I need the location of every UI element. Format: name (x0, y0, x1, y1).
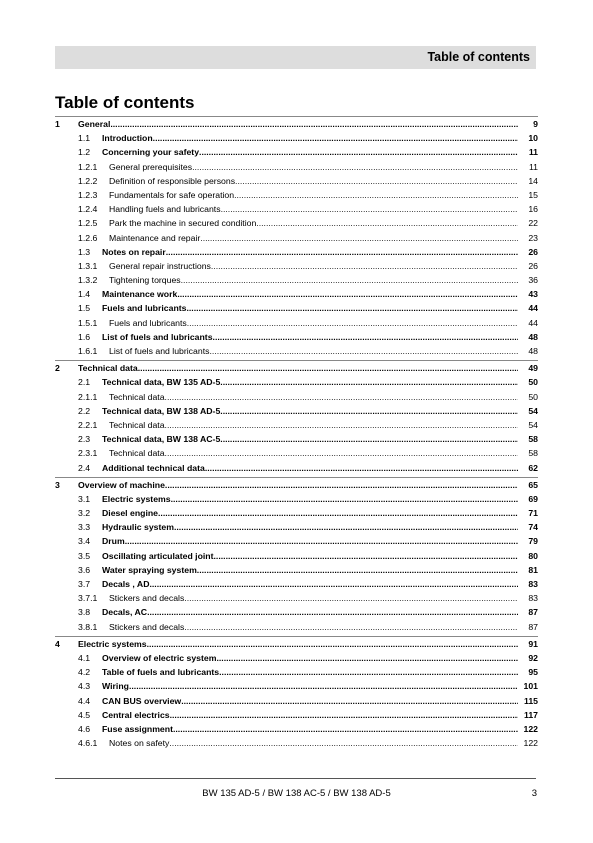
toc-entry-label: List of fuels and lubricants (109, 346, 210, 356)
toc-entry-4-1[interactable] (55, 651, 538, 665)
dot-leader (205, 461, 518, 475)
toc-entry-3-1[interactable] (55, 492, 538, 506)
toc-entry-label: Wiring (102, 681, 129, 692)
toc-entry-page: 117 (523, 709, 538, 720)
toc-entry-label: Diesel engine (102, 508, 159, 519)
toc-entry-label: Fuels and lubricants (102, 303, 187, 314)
toc-entry-number: 1.3 (78, 246, 91, 257)
toc-entry-3-2[interactable] (55, 506, 538, 520)
toc-entry-page: 22 (528, 218, 538, 229)
toc-entry-page: 62 (528, 462, 538, 473)
toc-entry-page: 80 (528, 550, 538, 561)
footer-divider (55, 778, 536, 779)
toc-entry-page: 69 (528, 493, 538, 504)
toc-entry-page: 43 (528, 289, 538, 300)
toc-entry-label: Technical data (78, 363, 138, 374)
toc-entry-2-4[interactable] (55, 461, 538, 475)
dot-leader (174, 520, 518, 534)
dot-leader (186, 301, 518, 315)
toc-entry-2-3[interactable] (55, 432, 538, 446)
toc-entry-number: 1.2.6 (78, 232, 98, 243)
toc-entry-4-4[interactable] (55, 694, 538, 708)
toc-entry-page: 87 (528, 621, 538, 632)
toc-entry-number: 3.8.1 (78, 621, 98, 632)
toc-entry-label: Table of fuels and lubricants (102, 667, 220, 678)
toc-entry-1-6-1[interactable] (55, 344, 538, 358)
toc-entry-number: 1.3.2 (78, 275, 98, 286)
toc-entry-page: 95 (528, 667, 538, 678)
toc-entry-page: 91 (528, 638, 538, 649)
dot-leader (177, 287, 518, 301)
toc-entry-number: 4.3 (78, 681, 91, 692)
toc-entry-label: Technical data, BW 138 AC-5 (102, 434, 221, 445)
toc-entry-2-2-1[interactable] (55, 418, 538, 432)
toc-entry-page: 122 (523, 738, 538, 749)
toc-entry-number: 2.3.1 (78, 448, 98, 459)
dot-leader (149, 577, 518, 591)
toc-entry-number: 2.1 (78, 377, 91, 388)
toc-entry-page: 101 (523, 681, 538, 692)
toc-entry-number: 1.2.1 (78, 161, 98, 172)
dot-leader (125, 534, 518, 548)
toc-entry-1-2-3[interactable] (55, 188, 538, 202)
dot-leader (184, 591, 518, 605)
toc-entry-label: Stickers and decals (109, 593, 185, 604)
toc-entry-number: 4.6.1 (78, 738, 98, 749)
toc-entry-page: 48 (528, 346, 538, 356)
toc-entry-label: Hydraulic system (102, 522, 174, 533)
toc-entry-4-3[interactable] (55, 679, 538, 693)
dot-leader (110, 117, 518, 131)
toc-entry-page: 83 (528, 579, 538, 589)
footer-page-number: 3 (531, 788, 537, 799)
toc-entry-number: 4.6 (78, 723, 91, 734)
toc-entry-label: Fuels and lubricants (109, 317, 187, 328)
toc-entry-3-5[interactable] (55, 549, 538, 563)
dot-leader (219, 665, 518, 679)
toc-entry-number: 3.5 (78, 550, 91, 561)
toc-entry-4[interactable] (55, 636, 538, 651)
toc-entry-number: 4.5 (78, 709, 91, 720)
toc-entry-page: 50 (528, 391, 538, 402)
dot-leader (211, 259, 518, 273)
toc-entry-page: 16 (528, 204, 538, 215)
dot-leader (235, 174, 518, 188)
dot-leader (165, 446, 518, 460)
toc-entry-page: 122 (523, 723, 538, 734)
toc-entry-number: 3.1 (78, 493, 91, 504)
toc-entry-2-2[interactable] (55, 404, 538, 418)
dot-leader (184, 620, 518, 634)
toc-entry-number: 1.5 (78, 303, 91, 314)
toc-entry-number: 3.6 (78, 564, 91, 575)
toc-entry-number: 4 (55, 638, 60, 649)
toc-entry-1-5[interactable] (55, 301, 538, 315)
toc-entry-1-2-6[interactable] (55, 231, 538, 245)
toc-entry-label: Technical data (109, 419, 165, 430)
toc-entry-number: 3.7.1 (78, 593, 98, 604)
dot-leader (138, 361, 518, 375)
toc-entry-label: Water spraying system (102, 564, 197, 575)
toc-entry-label: Technical data (109, 391, 165, 402)
dot-leader (209, 344, 518, 358)
dot-leader (214, 549, 518, 563)
toc-entry-page: 74 (528, 522, 538, 533)
dot-leader (192, 160, 518, 174)
toc-entry-label: Technical data, BW 135 AD-5 (102, 377, 221, 388)
toc-entry-page: 65 (528, 479, 538, 490)
toc-entry-number: 2.4 (78, 462, 91, 473)
page-title: Table of contents (55, 93, 195, 112)
toc-entry-1-1[interactable] (55, 131, 538, 145)
toc-entry-3-3[interactable] (55, 520, 538, 534)
toc-entry-number: 2 (55, 363, 60, 374)
toc-entry-1-2-1[interactable] (55, 160, 538, 174)
toc-entry-page: 26 (528, 246, 538, 257)
toc-entry-number: 2.2.1 (78, 419, 98, 430)
toc-entry-page: 87 (528, 607, 538, 618)
toc-entry-page: 71 (528, 508, 538, 519)
toc-entry-page: 9 (533, 119, 538, 129)
dot-leader (165, 478, 518, 492)
toc-entry-1-5-1[interactable] (55, 316, 538, 330)
toc-entry-number: 1.5.1 (78, 317, 98, 328)
toc-entry-label: Notes on safety (109, 738, 170, 749)
footer-models: BW 135 AD-5 / BW 138 AC-5 / BW 138 AD-5 (202, 788, 391, 799)
toc-entry-number: 1.6 (78, 331, 91, 342)
toc-entry-page: 10 (528, 133, 538, 144)
toc-entry-number: 3.7 (78, 579, 91, 589)
toc-entry-label: Oscillating articulated joint (102, 550, 214, 561)
dot-leader (220, 432, 518, 446)
toc-entry-number: 1.2.2 (78, 175, 98, 186)
toc-entry-2-3-1[interactable] (55, 446, 538, 460)
toc-entry-label: Electric systems (102, 493, 171, 504)
toc-entry-3[interactable] (55, 477, 538, 492)
toc-entry-label: Maintenance work (102, 289, 178, 300)
dot-leader (187, 316, 518, 330)
toc-entry-label: Notes on repair (102, 246, 166, 257)
dot-leader (216, 651, 518, 665)
toc-entry-number: 4.1 (78, 652, 91, 663)
toc-entry-2-1[interactable] (55, 375, 538, 389)
header-bar (55, 46, 536, 69)
toc-entry-4-6[interactable] (55, 722, 538, 736)
dot-leader (199, 145, 518, 159)
dot-leader (147, 605, 518, 619)
toc-entry-label: Electric systems (78, 638, 147, 649)
toc-entry-1-2[interactable] (55, 145, 538, 159)
toc-entry-number: 1.2.4 (78, 204, 98, 215)
toc-entry-label: Decals, AC (102, 607, 148, 618)
toc-entry-page: 115 (523, 695, 538, 706)
dot-leader (158, 506, 518, 520)
toc-entry-label: Definition of responsible persons (109, 175, 236, 186)
toc-entry-number: 3.3 (78, 522, 91, 533)
toc-entry-page: 36 (528, 275, 538, 286)
toc-entry-1-4[interactable] (55, 287, 538, 301)
toc-entry-3-8-1[interactable] (55, 620, 538, 634)
toc-entry-page: 49 (528, 363, 538, 374)
toc-entry-number: 3.2 (78, 508, 91, 519)
toc-entry-1-2-4[interactable] (55, 202, 538, 216)
toc-entry-3-8[interactable] (55, 605, 538, 619)
dot-leader (153, 131, 518, 145)
toc-entry-number: 2.3 (78, 434, 91, 445)
toc-entry-label: Introduction (102, 133, 153, 144)
toc-entry-label: Central electrics (102, 709, 170, 720)
toc-entry-number: 3.4 (78, 536, 91, 547)
toc-entry-1-3-2[interactable] (55, 273, 538, 287)
table-of-contents (55, 115, 538, 750)
toc-entry-page: 11 (528, 147, 538, 158)
toc-entry-1-3-1[interactable] (55, 259, 538, 273)
toc-entry-label: General (78, 119, 111, 129)
toc-entry-3-6[interactable] (55, 563, 538, 577)
toc-entry-number: 1.2 (78, 147, 91, 158)
dot-leader (129, 679, 518, 693)
dot-leader (166, 245, 518, 259)
toc-entry-number: 1 (55, 119, 60, 129)
toc-entry-number: 1.2.3 (78, 189, 98, 200)
toc-entry-number: 1.1 (78, 133, 91, 144)
toc-entry-page: 92 (528, 652, 538, 663)
toc-entry-page: 50 (528, 377, 538, 388)
dot-leader (173, 722, 518, 736)
toc-entry-page: 48 (528, 331, 538, 342)
toc-entry-number: 2.1.1 (78, 391, 98, 402)
toc-entry-number: 1.3.1 (78, 260, 98, 271)
toc-entry-1[interactable] (55, 116, 538, 131)
toc-entry-number: 3.8 (78, 607, 91, 618)
toc-entry-page: 23 (528, 232, 538, 243)
dot-leader (197, 563, 518, 577)
toc-entry-number: 1.6.1 (78, 346, 98, 356)
toc-entry-label: CAN BUS overview (102, 695, 182, 706)
dot-leader (213, 330, 518, 344)
toc-entry-1-6[interactable] (55, 330, 538, 344)
toc-entry-label: General repair instructions (109, 260, 211, 271)
dot-leader (165, 390, 518, 404)
toc-entry-3-7[interactable] (55, 577, 538, 591)
header-title: Table of contents (427, 50, 530, 64)
toc-entry-page: 81 (528, 564, 538, 575)
dot-leader (165, 418, 518, 432)
toc-entry-4-5[interactable] (55, 708, 538, 722)
toc-entry-number: 3 (55, 479, 60, 490)
toc-entry-2[interactable] (55, 360, 538, 375)
toc-entry-number: 1.4 (78, 289, 91, 300)
dot-leader (200, 231, 518, 245)
toc-entry-page: 58 (528, 434, 538, 445)
toc-entry-label: Fuse assignment (102, 723, 173, 734)
dot-leader (181, 273, 518, 287)
toc-entry-label: Stickers and decals (109, 621, 185, 632)
toc-entry-number: 4.2 (78, 667, 91, 678)
dot-leader (220, 404, 518, 418)
toc-entry-number: 2.2 (78, 405, 91, 416)
toc-entry-label: Decals , AD (102, 579, 150, 589)
dot-leader (221, 202, 518, 216)
toc-entry-page: 83 (528, 593, 538, 604)
toc-entry-page: 11 (528, 161, 538, 172)
toc-entry-1-2-5[interactable] (55, 216, 538, 230)
toc-entry-label: Overview of machine (78, 479, 165, 490)
dot-leader (234, 188, 518, 202)
toc-entry-page: 54 (528, 405, 538, 416)
dot-leader (170, 708, 518, 722)
toc-entry-label: Technical data, BW 138 AD-5 (102, 405, 221, 416)
toc-entry-label: Drum (102, 536, 125, 547)
toc-entry-label: List of fuels and lubricants (102, 331, 213, 342)
toc-entry-label: Park the machine in secured condition (109, 218, 257, 229)
toc-entry-label: Tightening torques (109, 275, 181, 286)
toc-entry-label: General prerequisites (109, 161, 193, 172)
toc-entry-page: 14 (528, 175, 538, 186)
toc-entry-page: 44 (528, 317, 538, 328)
toc-entry-1-3[interactable] (55, 245, 538, 259)
toc-entry-2-1-1[interactable] (55, 390, 538, 404)
toc-entry-label: Overview of electric system (102, 652, 217, 663)
toc-entry-label: Concerning your safety (102, 147, 200, 158)
toc-entry-page: 15 (528, 189, 538, 200)
toc-entry-page: 26 (528, 260, 538, 271)
toc-entry-page: 58 (528, 448, 538, 459)
dot-leader (147, 637, 518, 651)
toc-entry-3-7-1[interactable] (55, 591, 538, 605)
dot-leader (220, 375, 518, 389)
toc-entry-4-6-1[interactable] (55, 736, 538, 750)
dot-leader (181, 694, 518, 708)
toc-entry-1-2-2[interactable] (55, 174, 538, 188)
toc-entry-page: 79 (528, 536, 538, 547)
toc-entry-label: Maintenance and repair (109, 232, 201, 243)
toc-entry-3-4[interactable] (55, 534, 538, 548)
toc-entry-number: 1.2.5 (78, 218, 98, 229)
toc-entry-label: Fundamentals for safe operation (109, 189, 235, 200)
toc-entry-page: 44 (528, 303, 538, 314)
toc-entry-label: Technical data (109, 448, 165, 459)
toc-entry-label: Additional technical data (102, 462, 205, 473)
toc-entry-page: 54 (528, 419, 538, 430)
dot-leader (256, 216, 518, 230)
toc-entry-4-2[interactable] (55, 665, 538, 679)
toc-entry-number: 4.4 (78, 695, 91, 706)
toc-entry-label: Handling fuels and lubricants (109, 204, 221, 215)
dot-leader (171, 492, 518, 506)
dot-leader (169, 736, 518, 750)
